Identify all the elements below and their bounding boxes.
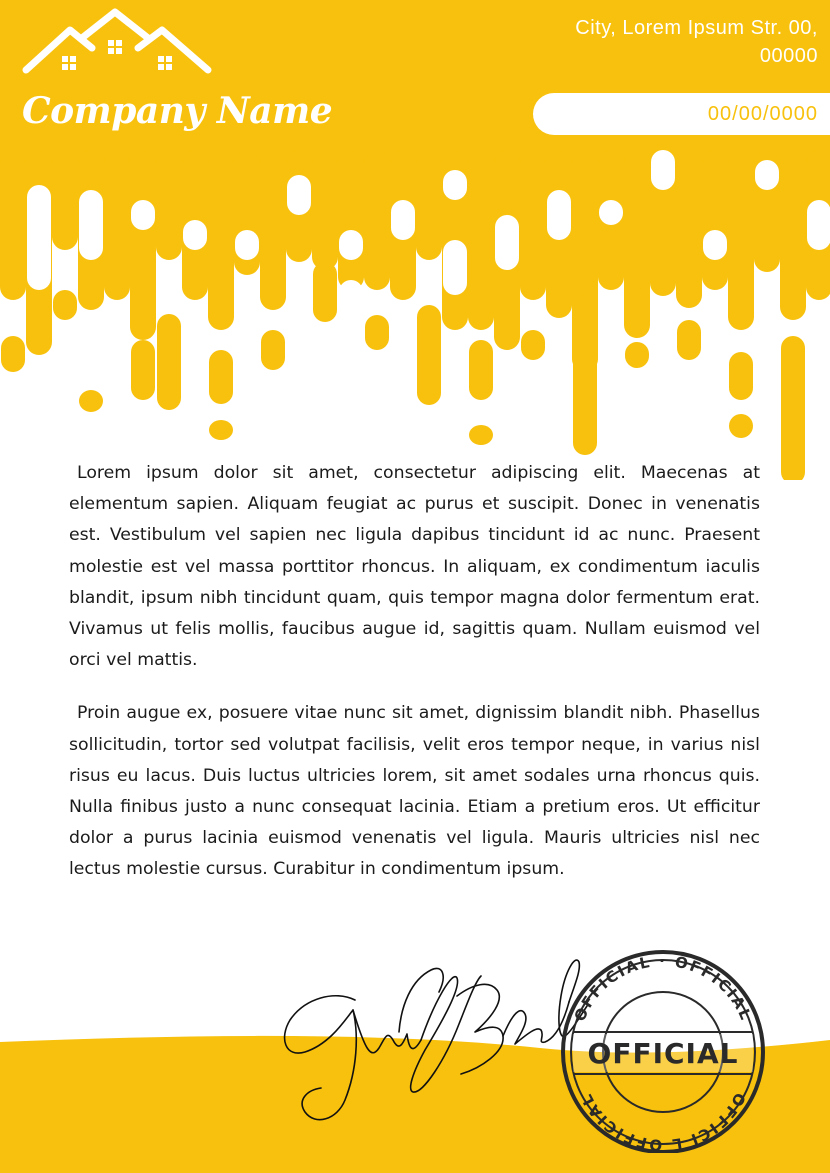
handwritten-signature [275,940,595,1130]
letter-body [69,458,760,908]
svg-text:OFFICI L OFFICIAL: OFFICI L OFFICIAL [576,1089,750,1153]
svg-text:OFFICIAL · OFFICIAL: OFFICIAL · OFFICIAL [570,952,756,1025]
address-line-1: City, Lorem Ipsum Str. 00, [575,17,818,39]
body-paragraph-1: Lorem ipsum dolor sit amet, consectetur adipiscing elit. Maecenas at elementum sapien. Aliquam feugiat ac purus et suscipit. Donec in venenatis est. Vestibulum vel sapien nec ligula dapibus tincidunt id ac nunc. Praesent molestie est vel massa porttitor rhoncus. In aliquam, ex condimentum iaculis blandit, ipsum nibh tincidunt quam, quis tempor magna dolor fermentum erat. Vivamus ut felis mollis, faucibus augue id, sagittis quam. Nullam euismod vel orci vel mattis. [69,463,760,671]
company-address [498,14,818,70]
company-name: Company Name [22,90,333,132]
address-line-2: 00000 [759,45,818,67]
body-paragraph-2: Proin augue ex, posuere vitae nunc sit amet, dignissim blandit nibh. Phasellus sollicitudin, tortor sed volutpat facilisis, velit eros tempor neque, in varius nisl risus eu lacus. Duis luctus ultricies lorem, sit amet sodales urna rhoncus quis. Nulla finibus justo a nunc consequat lacinia. Etiam a pretium eros. Ut efficitur dolor a purus lacinia euismod venenatis vel ligula. Mauris ultricies nisl nec lectus molestie cursus. Curabitur in condimentum ipsum. [69,703,760,880]
official-stamp [553,948,773,1153]
svg-text:OFFICIAL: OFFICIAL [587,1037,739,1070]
house-roofs-logo-icon [22,8,212,78]
letter-date: 00/00/0000 [707,103,818,125]
